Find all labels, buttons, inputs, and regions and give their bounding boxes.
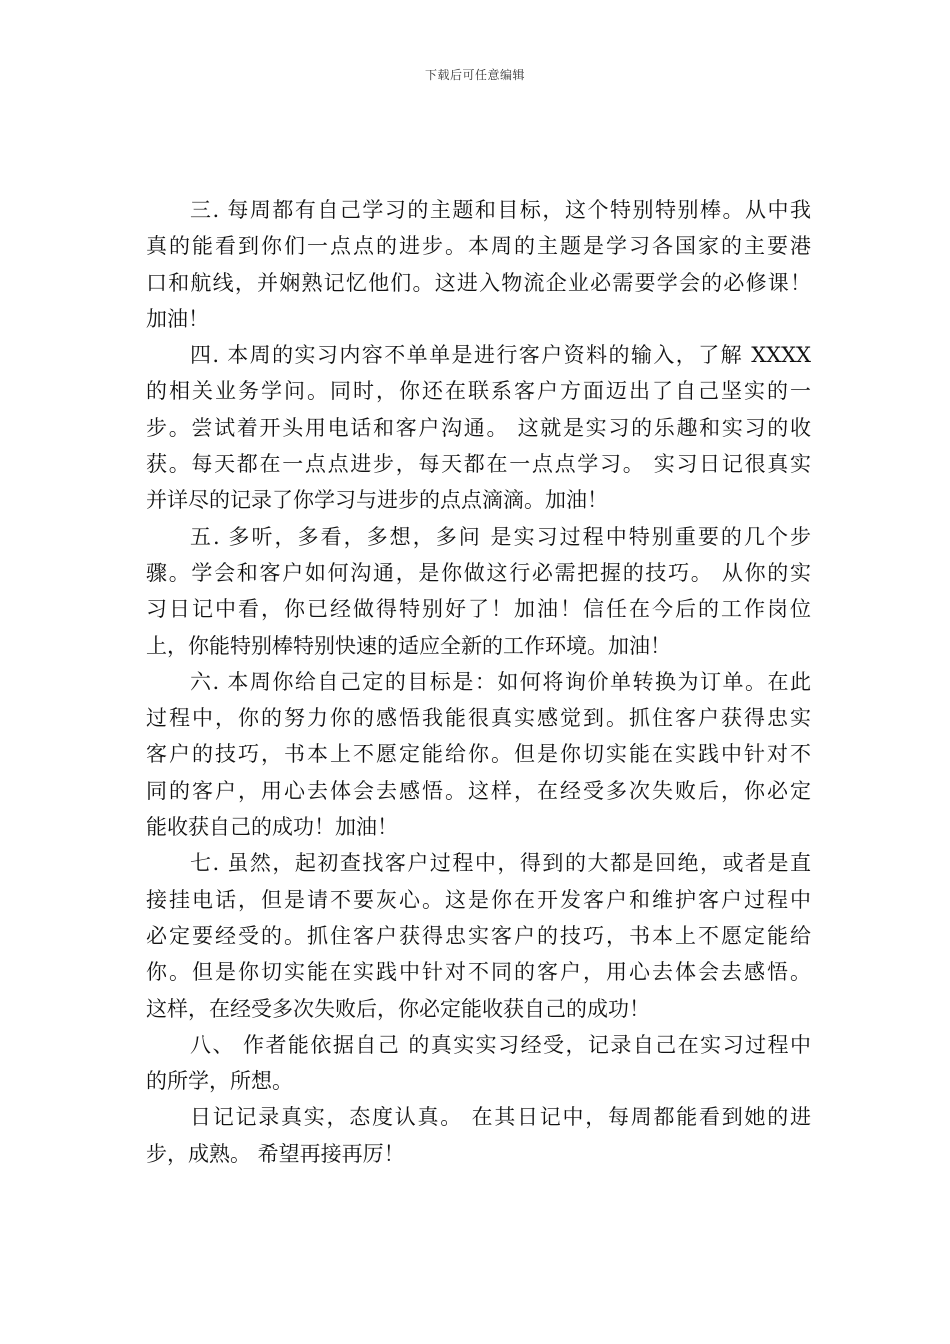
text-line: 口和航线，并娴熟记忆他们。这进入物流企业必需要学会的必修课！ <box>146 270 811 295</box>
document-body <box>146 192 811 1172</box>
text-line: 你。但是你切实能在实践中针对不同的客户，用心去体会去感悟。 <box>146 960 811 985</box>
text-line: 习日记中看，你已经做得特别好了！加油！信任在今后的工作岗位 <box>146 597 811 622</box>
text-line: 四. 本周的实习内容不单单是进行客户资料的输入，了解 XXXX <box>190 343 811 368</box>
text-line: 步，成熟。 希望再接再厉！ <box>146 1141 405 1166</box>
text-line: 日记记录真实，态度认真。 在其日记中，每周都能看到她的进 <box>190 1105 811 1130</box>
text-line: 客户的技巧，书本上不愿定能给你。但是你切实能在实践中针对不 <box>146 742 811 767</box>
text-line: 上，你能特别棒特别快速的适应全新的工作环境。加油！ <box>146 633 671 658</box>
text-line: 的相关业务学问。同时，你还在联系客户方面迈出了自己坚实的一 <box>146 379 811 404</box>
text-line: 同的客户，用心去体会去感悟。这样，在经受多次失败后，你必定 <box>146 778 811 803</box>
text-line: 这样，在经受多次失败后，你必定能收获自己的成功！ <box>146 996 650 1021</box>
paragraph-7 <box>146 845 811 1026</box>
paragraph-5 <box>146 519 811 664</box>
text-line: 加油！ <box>146 306 209 331</box>
page-header-note: 下载后可任意编辑 <box>424 68 525 82</box>
text-line: 五. 多听，多看，多想，多问 是实习过程中特别重要的几个步 <box>190 524 811 549</box>
paragraph-6 <box>146 664 811 845</box>
text-line: 接挂电话，但是请不要灰心。这是你在开发客户和维护客户过程中 <box>146 887 811 912</box>
text-line: 六. 本周你给自己定的目标是：如何将询价单转换为订单。在此 <box>190 669 811 694</box>
text-line: 必定要经受的。抓住客户获得忠实客户的技巧，书本上不愿定能给 <box>146 923 811 948</box>
text-line: 三. 每周都有自己学习的主题和目标，这个特别特别棒。从中我 <box>190 198 811 222</box>
paragraph-4 <box>146 337 811 518</box>
paragraph-3 <box>146 192 811 337</box>
text-line: 骤。学会和客户如何沟通，是你做这行必需把握的技巧。 从你的实 <box>146 560 811 585</box>
text-line: 过程中，你的努力你的感悟我能很真实感觉到。抓住客户获得忠实 <box>146 706 811 731</box>
text-line: 能收获自己的成功！加油！ <box>146 815 398 840</box>
paragraph-8 <box>146 1027 811 1100</box>
text-line: 真的能看到你们一点点的进步。本周的主题是学习各国家的主要港 <box>146 234 811 259</box>
text-line: 的所学，所想。 <box>146 1069 293 1094</box>
paragraph-summary <box>146 1099 811 1172</box>
text-line: 获。每天都在一点点进步，每天都在一点点学习。 实习日记很真实 <box>146 452 811 477</box>
text-line: 并详尽的记录了你学习与进步的点点滴滴。加油！ <box>146 488 608 513</box>
text-line: 步。尝试着开头用电话和客户沟通。 这就是实习的乐趣和实习的收 <box>146 415 811 440</box>
text-line: 八、 作者能依据自己 的真实实习经受，记录自己在实习过程中 <box>190 1032 811 1057</box>
text-line: 七. 虽然，起初查找客户过程中，得到的大都是回绝，或者是直 <box>190 851 811 876</box>
